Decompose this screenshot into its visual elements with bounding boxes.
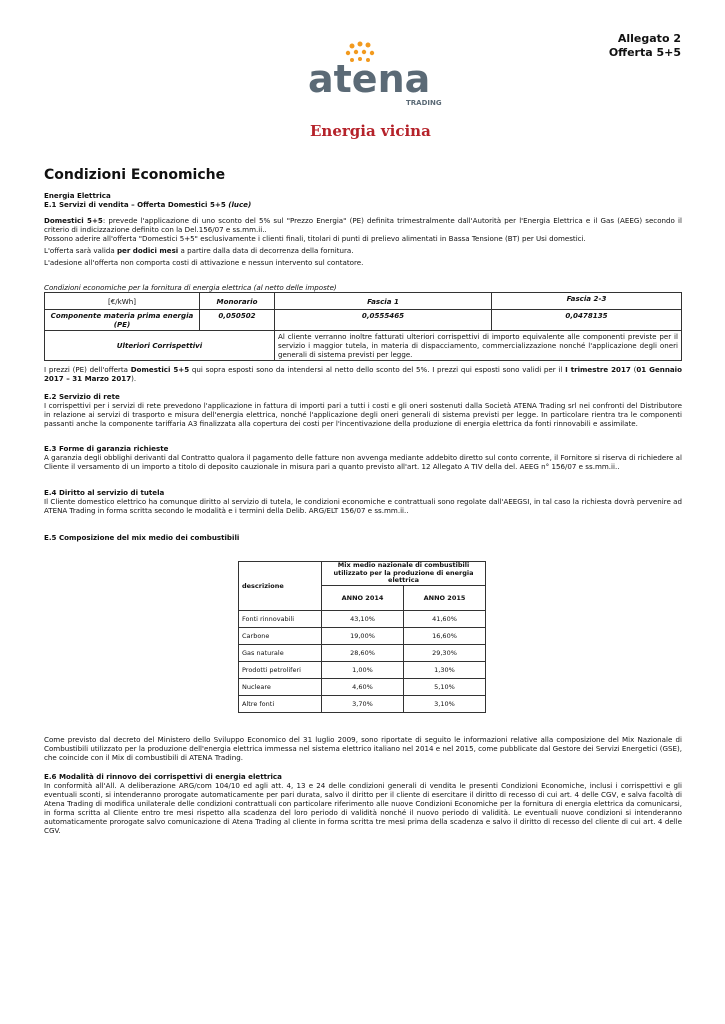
e2-title: E.2 Servizio di rete [44,392,120,401]
monorario-header: Monorario [200,293,275,310]
fuel-mix-row [239,695,486,712]
e1-paragraph-1: Domestici 5+5: prevede l'applicazione di uno sconto del 5% sul "Prezzo Energia" (PE) definita trimestralmente dall'Autorità per l'Energia Elettrica e il Gas (AEEG) secondo il criterio di indicizzazione definito con la Del.156/07 e ss.mm.ii.. [44,216,682,234]
fuel-mix-row [239,661,486,678]
fuel-label: Nucleare [239,678,322,695]
e1-paragraph-3: L'offerta sarà valida per dodici mesi a partire dalla data di decorrenza della fornitura. [44,246,354,255]
fuel-mix-table [238,561,486,713]
unit-cell: [€/kWh] [45,293,200,310]
fuel-label: Fonti rinnovabili [239,610,322,627]
fuel-label: Gas naturale [239,644,322,661]
e5-title: E.5 Composizione del mix medio dei combustibili [44,533,240,542]
desc-header: descrizione [239,562,322,611]
e4-text: Il Cliente domestico elettrico ha comunque diritto al servizio di tutela, le condizioni economiche e contrattuali sono regolate dall'AEEGSI, in tal caso la richiesta dovrà pervenire ad ATENA Trading in forma scritta secondo le modalità e i termini della Delib. ARG/ELT 156/07 e ss.mm.ii.. [44,497,682,515]
fuel-2015: 29,30% [403,644,485,661]
section-e1 [44,191,682,267]
logo-tagline: Energia vicina [310,122,431,140]
table1-caption: Condizioni economiche per la fornitura di energia elettrica (al netto delle imposte) [44,283,337,292]
section-e6 [44,772,682,835]
fuel-2014: 1,00% [322,661,404,678]
fuel-mix-row [239,678,486,695]
e1-paragraph-2: Possono aderire all'offerta "Domestici 5+5" esclusivamente i clienti finali, titolari di punti di prelievo alimentati in Bassa Tensione (BT) per Usi domestici. [44,234,586,243]
fuel-2015: 5,10% [403,678,485,695]
e6-text: In conformità all'All. A deliberazione ARG/com 104/10 ed agli att. 4, 13 e 24 delle condizioni generali di vendita le presenti Condizioni Economiche, inclusi i corrispettivi e gli eventuali sconti, si intenderanno prorogate automaticamente per pari durata, salvo il diritto per il cliente di esercitare il diritto di recesso di cui art. 4 delle CGV, e salva facoltà di Atena Trading di modifica unilaterale delle condizioni contrattuali con particolare riferimento alle nuove Condizioni Economiche per la fornitura di energia elettrica da comunicarsi, in forma scritta al Cliente entro tre mesi rispetto alla scadenza del loro periodo di validità nonché il nuovo periodo di validità. Le eventuali nuove condizioni si intenderanno automaticamente prorogate salvo comunicazione di Atena Trading al cliente in forma scritta tre mesi prima della scadenza e salvo il diritto di recesso del cliente di cui art. 4 delle CGV. [44,781,682,835]
price-table-row [45,331,682,361]
section-e3 [44,444,682,471]
e6-title: E.6 Modalità di rinnovo dei corrispettivi di energia elettrica [44,772,282,781]
mix-note: Come previsto dal decreto del Ministero dello Sviluppo Economico del 31 luglio 2009, sono riportate di seguito le informazioni relative alla composizione del Mix Nazionale di Combustibili utilizzato per la produzione dell'energia elettrica immessa nel sistema elettrico italiano nel 2014 e nel 2015, come pubblicate dal Gestore dei Servizi Energetici (GSE), che coincide con il Mix di combustibili di ATENA Trading. [44,735,682,762]
fuel-mix-row [239,627,486,644]
e4-title: E.4 Diritto al servizio di tutela [44,488,165,497]
fuel-2015: 16,60% [403,627,485,644]
year-2014-header: ANNO 2014 [322,585,404,610]
e3-text: A garanzia degli obblighi derivanti dal Contratto qualora il pagamento delle fatture non avvenga mediante addebito diretto sul conto corrente, il Fornitore si riserva di richiedere al Cliente il versamento di un importo a titolo di deposito cauzionale in misura pari a quanto previsto all'art. 12 Allegato A TIV della del. AEEG n° 156/07 e ss.mm.ii.. [44,453,682,471]
pe-monorario: 0,050502 [200,310,275,331]
e2-text: I corrispettivi per i servizi di rete prevedono l'applicazione in fattura di importi pari a tutti i costi e gli oneri sostenuti dalla Società ATENA Trading srl nei confronti del Distributore in relazione ai servizi di trasporto e misura dell'energia elettrica, nonché l'applicazione degli oneri generali di sistema previsti per legge. In particolare rientra tra le componenti passanti anche la componente tariffaria A3 finalizzata alla copertura dei costi per l'incentivazione della produzione di energia elettrica da fonti rinnovabili e assimilate. [44,401,682,428]
atena-logo [304,40,449,140]
logo-graphic [304,40,449,140]
price-table [44,292,682,361]
fuel-2014: 28,60% [322,644,404,661]
fascia1-header: Fascia 1 [275,293,492,310]
fuel-2014: 4,60% [322,678,404,695]
mix-header: Mix medio nazionale di combustibili utilizzato per la produzione di energia elettrica [322,562,486,586]
pe-label: Componente materia prima energia (PE) [45,310,200,331]
fuel-mix-row [239,610,486,627]
corrispettivi-text: Al cliente verranno inoltre fatturati ulteriori corrispettivi di importo equivalente alle componenti previste per il servizio i maggior tutela, in materia di dispacciamento, commercializzazione nonché l'applicazione degli oneri generali di sistema previsti per legge. [275,331,682,361]
section-energia-elettrica: Energia Elettrica [44,191,111,200]
allegato-label: Allegato 2 [617,32,681,45]
subsection-e1-title: E.1 Servizi di vendita – Offerta Domestici 5+5 (luce) [44,200,252,209]
page-title: Condizioni Economiche [44,167,226,183]
fuel-2014: 19,00% [322,627,404,644]
offer-label: Offerta 5+5 [608,46,681,59]
fuel-mix-row [239,644,486,661]
prices-paragraph: I prezzi (PE) dell'offerta Domestici 5+5 qui sopra esposti sono da intendersi al netto dello sconto del 5%. I prezzi qui esposti sono validi per il I trimestre 2017 (01 Gennaio 2017 – 31 Marzo 2017). [44,365,682,383]
document-header [609,32,681,60]
fuel-label: Prodotti petroliferi [239,661,322,678]
section-e4 [44,488,682,515]
price-table-header [45,293,682,310]
fuel-2014: 43,10% [322,610,404,627]
fuel-2014: 3,70% [322,695,404,712]
fuel-mix-header [239,562,486,586]
pe-fascia23: 0,0478135 [492,310,682,331]
fuel-2015: 41,60% [403,610,485,627]
fuel-label: Carbone [239,627,322,644]
corrispettivi-label: Ulteriori Corrispettivi [45,331,275,361]
fuel-2015: 3,10% [403,695,485,712]
section-e2 [44,392,682,428]
fuel-label: Altre fonti [239,695,322,712]
price-table-row [45,310,682,331]
logo-brand: atena [308,57,431,101]
fascia23-header: Fascia 2-3 [492,293,682,310]
logo-sub: TRADING [406,99,442,107]
e1-paragraph-4: L'adesione all'offerta non comporta costi di attivazione e nessun intervento sul contatore. [44,258,364,267]
fuel-2015: 1,30% [403,661,485,678]
pe-fascia1: 0,0555465 [275,310,492,331]
e3-title: E.3 Forme di garanzia richieste [44,444,169,453]
year-2015-header: ANNO 2015 [403,585,485,610]
